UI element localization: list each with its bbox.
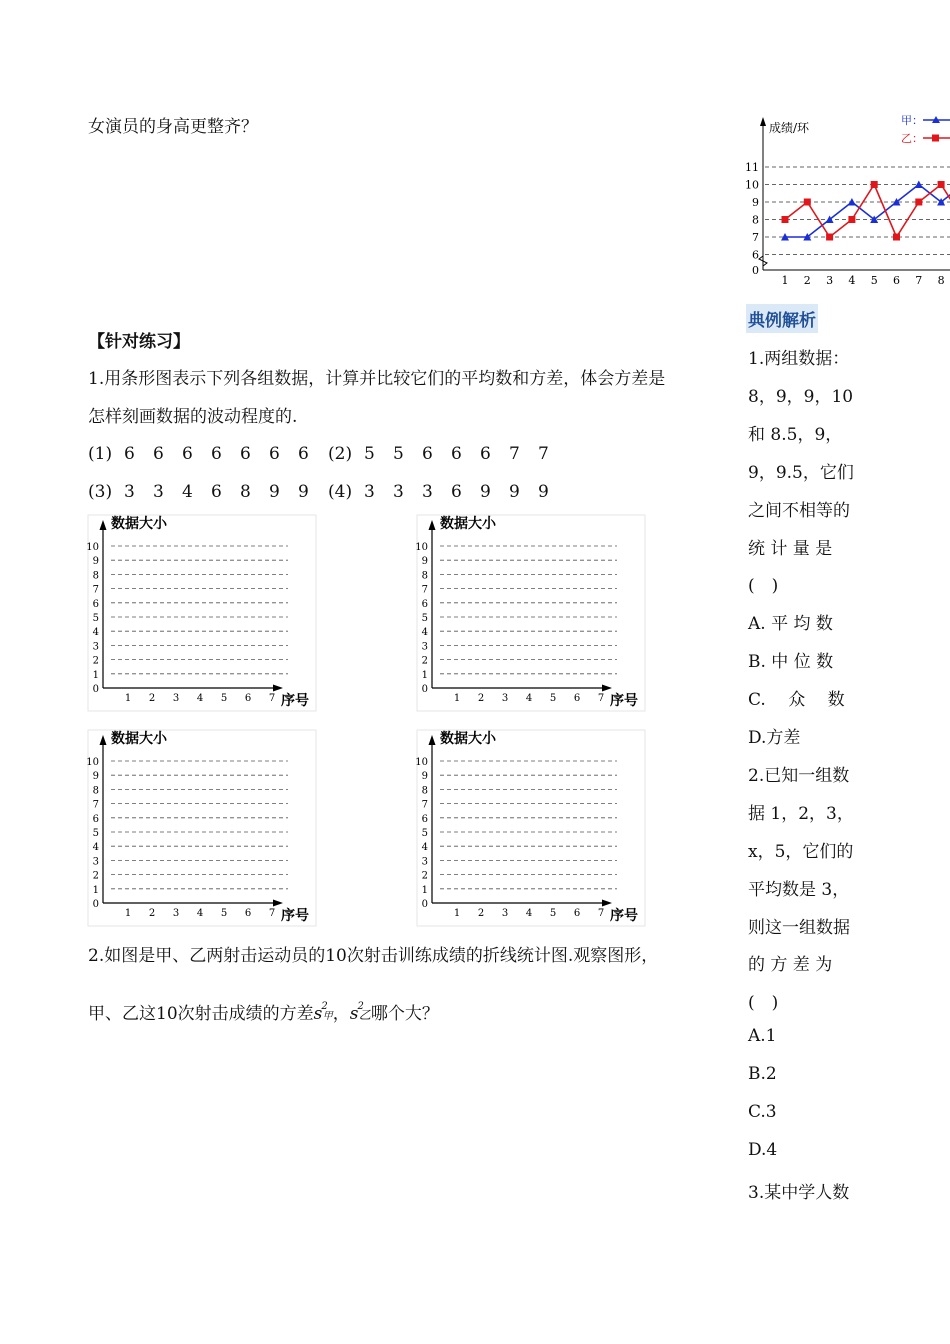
group-label: (3) — [88, 482, 113, 502]
y-tick-label: 1 — [421, 884, 428, 896]
y-tick-label: 6 — [92, 813, 99, 825]
intro-question: 女演员的身高更整齐？ — [88, 117, 258, 137]
x-tick-label: 4 — [196, 693, 204, 704]
group-value: 8 — [240, 482, 251, 502]
sidebar-line: 和 8.5，9， — [748, 424, 843, 445]
x-tick-label: 1 — [124, 693, 132, 704]
x-tick-label: 5 — [549, 693, 557, 704]
y-axis-arrow — [429, 735, 436, 745]
sidebar-title: 典例解析 — [746, 304, 818, 333]
y-tick-label: 1 — [92, 884, 99, 896]
group-value: 6 — [422, 444, 433, 464]
x-tick-label: 6 — [573, 693, 581, 704]
data-point-yi — [848, 216, 855, 223]
group-value: 6 — [182, 444, 193, 464]
sidebar-line: B. 中 位 数 — [748, 652, 834, 673]
series-line-yi — [785, 185, 950, 238]
grid-chart-3 — [86, 730, 316, 926]
sidebar-line: C.3 — [748, 1102, 777, 1122]
y-tick-label: 0 — [421, 684, 428, 695]
y-tick-label: 0 — [92, 684, 99, 695]
y-tick-label: 10 — [86, 542, 99, 553]
y-tick-label: 8 — [92, 785, 99, 797]
q2-line2-a: 甲、乙这10次射击成绩的方差 — [88, 1004, 314, 1024]
x-tick-label: 5 — [220, 693, 228, 704]
x-tick-label: 3 — [826, 274, 834, 287]
x-tick-label: 7 — [268, 908, 276, 919]
x-axis-arrow — [273, 685, 283, 692]
group-value: 9 — [298, 482, 309, 502]
sidebar-line: ( ) — [748, 576, 779, 597]
sidebar-line: A.1 — [748, 1026, 777, 1047]
y-axis-title: 数据大小 — [111, 516, 167, 532]
chart-panel — [417, 515, 645, 711]
sidebar-line: 平均数是 3， — [748, 879, 850, 900]
group-value: 6 — [211, 444, 222, 464]
y-tick-label: 5 — [421, 613, 428, 624]
q2-line2-b: 哪个大？ — [370, 1004, 439, 1024]
x-tick-label: 5 — [549, 908, 557, 919]
y-tick-label: 5 — [92, 828, 99, 839]
y-axis-arrow — [429, 520, 436, 530]
group-value: 7 — [509, 444, 520, 464]
group-value: 9 — [480, 482, 491, 502]
x-axis-title: 序号 — [610, 693, 638, 709]
group-value: 3 — [364, 482, 375, 502]
chart-panel — [88, 730, 316, 926]
x-tick-label: 1 — [124, 908, 132, 919]
group-value: 4 — [182, 482, 193, 502]
y-tick-label: 9 — [421, 771, 428, 783]
y-tick-label: 8 — [421, 570, 428, 582]
x-axis-title: 序号 — [610, 908, 638, 924]
x-tick-label: 6 — [244, 693, 252, 704]
y-tick-label: 9 — [421, 556, 428, 568]
y-axis-arrow — [760, 117, 766, 126]
sidebar-line: B.2 — [748, 1064, 777, 1085]
y-axis-title: 数据大小 — [440, 516, 496, 532]
sidebar-line: 9，9.5，它们 — [748, 462, 854, 483]
sidebar-line: x，5，它们的 — [748, 841, 854, 862]
shooting-line-chart — [735, 108, 950, 293]
group-value: 3 — [393, 482, 404, 502]
sidebar-line: ( ) — [748, 993, 779, 1014]
y-tick-label: 3 — [92, 641, 99, 653]
data-point-yi — [915, 199, 922, 206]
group-value: 3 — [153, 482, 164, 502]
sidebar-line: 据 1，2，3， — [748, 803, 854, 824]
group-value: 6 — [480, 444, 491, 464]
sidebar-line: C. 众 数 — [748, 690, 845, 711]
x-tick-label: 3 — [501, 908, 509, 919]
x-tick-label: 6 — [244, 908, 252, 919]
group-value: 6 — [153, 444, 164, 464]
x-tick-label: 2 — [803, 274, 811, 287]
x-tick-label: 2 — [148, 908, 156, 919]
group-value: 6 — [451, 482, 462, 502]
x-tick-label: 4 — [525, 908, 533, 919]
y-tick-label: 10 — [745, 178, 759, 192]
y-axis-title: 数据大小 — [440, 731, 496, 747]
x-tick-label: 1 — [781, 274, 789, 287]
data-point-yi — [826, 234, 833, 241]
grid-chart-4 — [415, 730, 645, 926]
y-tick-label: 2 — [421, 870, 428, 882]
x-tick-label: 7 — [597, 693, 605, 704]
y-tick-label: 7 — [752, 231, 759, 244]
x-tick-label: 4 — [848, 274, 856, 287]
sidebar-line: 2.已知一组数 — [748, 765, 850, 786]
x-tick-label: 4 — [525, 693, 533, 704]
y-tick-label: 5 — [421, 828, 428, 839]
x-tick-label: 2 — [477, 693, 485, 704]
group-value: 6 — [124, 444, 135, 464]
y-tick-label: 4 — [421, 842, 428, 854]
group-value: 6 — [269, 444, 280, 464]
y-tick-label: 5 — [92, 613, 99, 624]
y-tick-label: 9 — [92, 771, 99, 783]
sidebar-line: 统 计 量 是 — [748, 538, 833, 559]
x-tick-label: 3 — [501, 693, 509, 704]
x-axis-arrow — [602, 900, 612, 907]
group-label: (2) — [328, 444, 353, 464]
sidebar-line: 则这一组数据 — [748, 917, 850, 938]
y-tick-label: 3 — [421, 856, 428, 868]
x-tick-label: 2 — [477, 908, 485, 919]
q2-line1: 2.如图是甲、乙两射击运动员的10次射击训练成绩的折线统计图.观察图形， — [88, 946, 659, 966]
x-tick-label: 1 — [453, 908, 461, 919]
s-yi-symbol: $s^2$乙 — [349, 1001, 371, 1024]
data-point-yi — [804, 199, 811, 206]
group-value: 6 — [211, 482, 222, 502]
series-line-jia — [785, 185, 950, 238]
group-value: 5 — [393, 444, 404, 464]
y-tick-label: 11 — [745, 161, 759, 174]
sidebar-line: 8，9，9，10 — [748, 386, 854, 407]
x-tick-label: 3 — [172, 693, 180, 704]
y-tick-label: 0 — [92, 899, 99, 910]
y-tick-label: 1 — [92, 669, 99, 681]
y-tick-label: 8 — [421, 785, 428, 797]
q1-line1: 1.用条形图表示下列各组数据，计算并比较它们的平均数和方差，体会方差是 — [88, 369, 666, 389]
data-point-yi — [871, 181, 878, 188]
y-axis-arrow — [100, 735, 107, 745]
q1-line2: 怎样刻画数据的波动程度的. — [88, 407, 298, 427]
y-axis-arrow — [100, 520, 107, 530]
x-tick-label: 5 — [870, 274, 878, 287]
y-tick-label: 10 — [86, 757, 99, 768]
y-tick-label: 7 — [421, 799, 428, 811]
x-tick-label: 6 — [893, 274, 900, 287]
y-tick-label: 4 — [421, 627, 428, 639]
x-axis-title: 序号 — [281, 693, 309, 709]
y-tick-label: 7 — [92, 584, 99, 596]
y-tick-label: 6 — [92, 598, 99, 610]
section-title: 【针对练习】 — [88, 332, 190, 352]
y-tick-label: 10 — [415, 542, 428, 553]
group-label: (1) — [88, 444, 113, 464]
y-tick-label: 7 — [421, 584, 428, 596]
y-tick-label: 9 — [92, 556, 99, 568]
legend-label-jia: 甲： — [901, 114, 923, 127]
chart-panel — [88, 515, 316, 711]
group-label: (4) — [328, 482, 353, 502]
grid-chart-2 — [415, 515, 645, 711]
y-axis-title: 数据大小 — [111, 731, 167, 747]
y-tick-label: 6 — [421, 813, 428, 825]
s-jia-symbol: $s^2$甲 — [313, 1001, 333, 1024]
data-point-yi — [782, 216, 789, 223]
y-tick-label: 6 — [752, 248, 759, 262]
sidebar-line: 3.某中学人数 — [748, 1182, 850, 1203]
x-tick-label: 7 — [268, 693, 276, 704]
sidebar-line: 之间不相等的 — [748, 500, 850, 521]
y-tick-label: 3 — [421, 641, 428, 653]
group-value: 7 — [538, 444, 549, 464]
y-tick-label: 1 — [421, 669, 428, 681]
q2-line2: 甲、乙这10次射击成绩的方差$s^2$甲，$s^2$乙哪个大？ — [88, 1001, 439, 1024]
legend-label-yi: 乙： — [901, 132, 923, 145]
y-tick-label: 9 — [752, 196, 759, 209]
x-tick-label: 7 — [597, 908, 605, 919]
data-point-yi — [938, 181, 945, 188]
grid-chart-1 — [86, 515, 316, 711]
group-value: 9 — [509, 482, 520, 502]
y-tick-label: 8 — [752, 213, 759, 227]
data-point-yi — [893, 234, 900, 241]
group-value: 6 — [240, 444, 251, 464]
x-tick-label: 8 — [937, 274, 945, 287]
y-tick-label: 8 — [92, 570, 99, 582]
sidebar-line: A. 平 均 数 — [748, 614, 833, 635]
y-tick-label: 2 — [92, 655, 99, 667]
y-tick-label: 4 — [92, 627, 99, 639]
x-axis-title: 序号 — [281, 908, 309, 924]
sidebar-line: D.方差 — [748, 728, 801, 748]
group-value: 3 — [124, 482, 135, 502]
y-tick-label: 4 — [92, 842, 99, 854]
x-tick-label: 7 — [915, 274, 923, 287]
y-tick-label: 10 — [415, 757, 428, 768]
x-tick-label: 3 — [172, 908, 180, 919]
y-tick-label: 7 — [92, 799, 99, 811]
y-tick-label: 0 — [752, 264, 759, 277]
y-tick-label: 2 — [421, 655, 428, 667]
y-tick-label: 3 — [92, 856, 99, 868]
sidebar-line: 1.两组数据： — [748, 349, 850, 369]
y-tick-label: 6 — [421, 598, 428, 610]
y-tick-label: 0 — [421, 899, 428, 910]
y-tick-label: 2 — [92, 870, 99, 882]
x-tick-label: 1 — [453, 693, 461, 704]
group-value: 3 — [422, 482, 433, 502]
legend-marker-yi — [932, 135, 939, 142]
sidebar-line: D.4 — [748, 1139, 778, 1160]
group-value: 9 — [269, 482, 280, 502]
group-value: 9 — [538, 482, 549, 502]
x-tick-label: 6 — [573, 908, 581, 919]
group-value: 6 — [298, 444, 309, 464]
x-tick-label: 5 — [220, 908, 228, 919]
chart-panel — [417, 730, 645, 926]
y-axis-label: 成绩/环 — [769, 121, 810, 135]
x-axis-arrow — [602, 685, 612, 692]
group-value: 5 — [364, 444, 375, 464]
group-value: 6 — [451, 444, 462, 464]
x-axis-arrow — [273, 900, 283, 907]
sidebar-line: 的 方 差 为 — [748, 955, 833, 976]
x-tick-label: 4 — [196, 908, 204, 919]
x-tick-label: 2 — [148, 693, 156, 704]
